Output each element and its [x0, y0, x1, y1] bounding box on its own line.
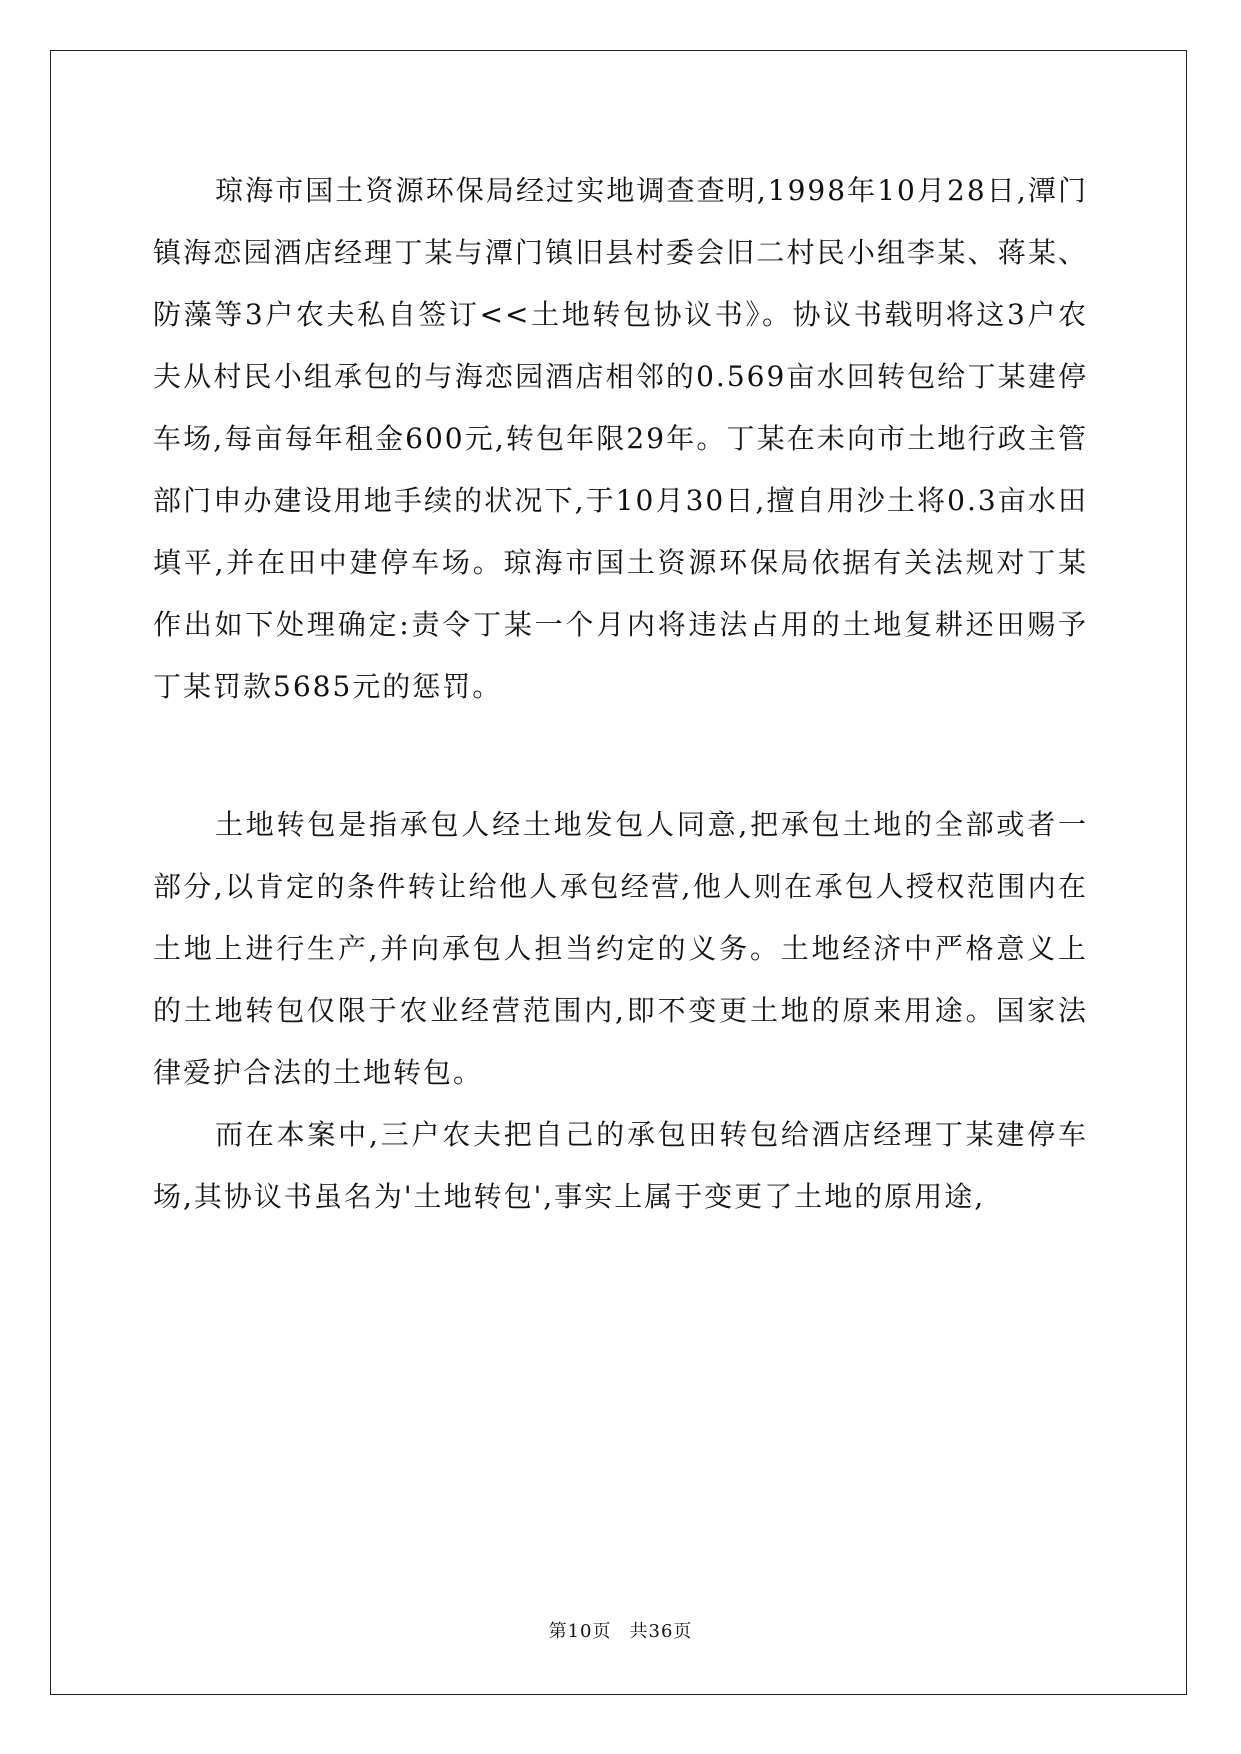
document-body	[153, 160, 1088, 1228]
page-footer	[0, 1617, 1241, 1643]
paragraph-definition: 土地转包是指承包人经土地发包人同意,把承包土地的全部或者一部分,以肯定的条件转让给他人承包经营,他人则在承包人授权范围内在土地上进行生产,并向承包人担当约定的义务。土地经济中严格意义上的土地转包仅限于农业经营范围内,即不变更土地的原来用途。国家法律爱护合法的土地转包。	[153, 808, 1088, 1089]
page-number: 第10页	[548, 1621, 612, 1642]
page-total: 共36页	[629, 1621, 693, 1642]
paragraph-analysis: 而在本案中,三户农夫把自己的承包田转包给酒店经理丁某建停车场,其协议书虽名为'土地转包',事实上属于变更了土地的原用途,	[153, 1118, 1088, 1213]
paragraph-case-facts: 琼海市国土资源环保局经过实地调查查明,1998年10月28日,潭门镇海恋园酒店经理丁某与潭门镇旧县村委会旧二村民小组李某、蒋某、防藻等3户农夫私自签订<<土地转包协议书》。协议书载明将这3户农夫从村民小组承包的与海恋园酒店相邻的0.569亩水回转包给丁某建停车场,每亩每年租金600元,转包年限29年。丁某在未向市土地行政主管部门申办建设用地手续的状况下,于10月30日,擅自用沙土将0.3亩水田填平,并在田中建停车场。琼海市国土资源环保局依据有关法规对丁某作出如下处理确定:责令丁某一个月内将违法占用的土地复耕还田赐予丁某罚款5685元的惩罚。	[153, 174, 1088, 703]
